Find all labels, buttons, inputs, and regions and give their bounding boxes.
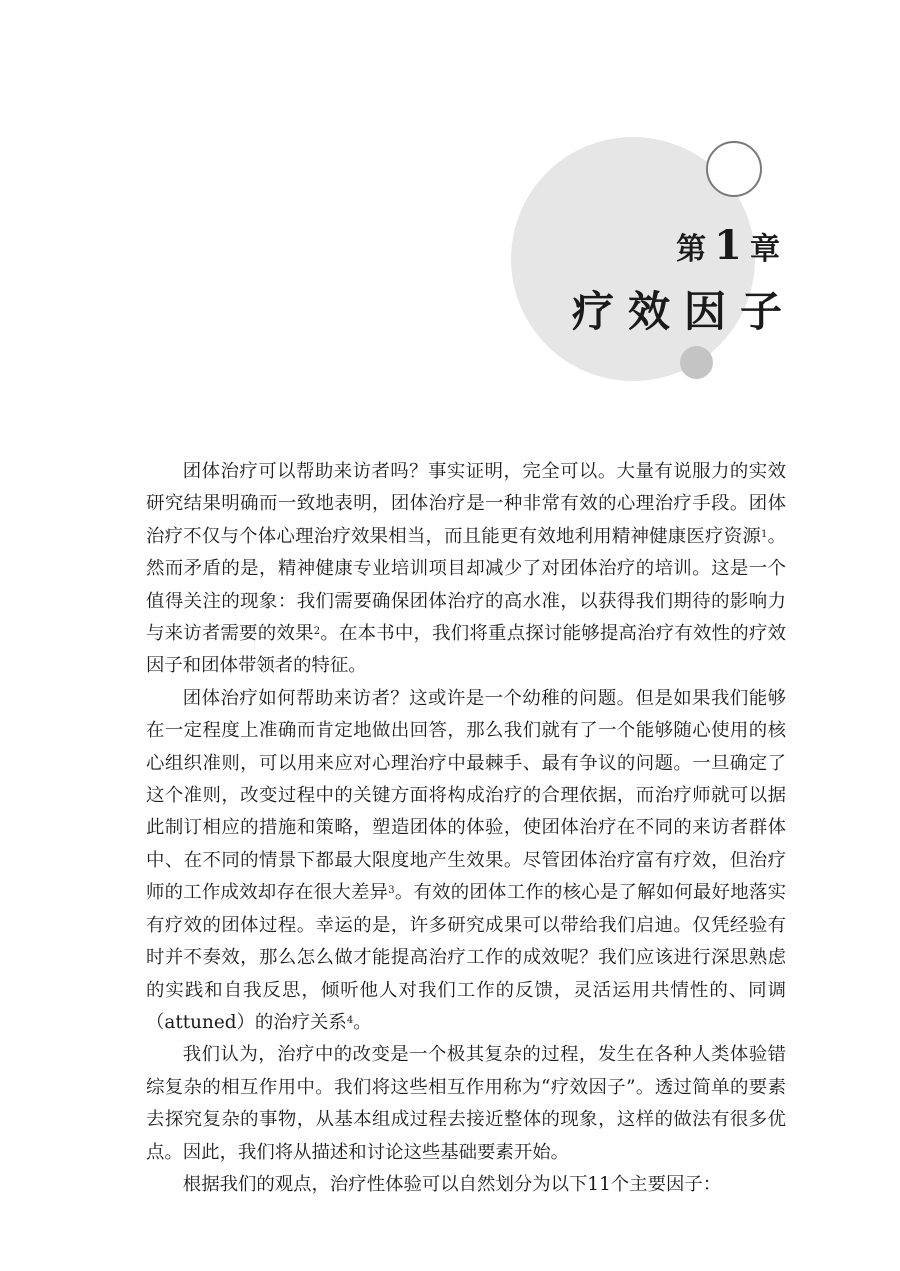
footnote-ref: 1 — [760, 528, 768, 540]
paragraph — [146, 1039, 786, 1169]
body-text — [146, 456, 786, 1201]
paragraph-text: 根据我们的观点，治疗性体验可以自然划分为以下11个主要因子： — [182, 1173, 722, 1195]
chapter-suffix: 章 — [750, 232, 782, 267]
chapter-number-label — [676, 222, 782, 269]
decorative-ring — [706, 141, 762, 197]
paragraph — [146, 1169, 786, 1201]
footnote-ref: 3 — [388, 885, 395, 897]
paragraph-text: 。然而矛盾的是，精神健康专业培训项目却减少了对团体治疗的培训。这是一个值得关注的现象：我们需要确保团体治疗的高水准，以获得我们期待的影响力与来访者需要的效果 — [146, 525, 786, 645]
chapter-prefix: 第 — [676, 232, 709, 267]
paragraph — [146, 456, 786, 683]
decorative-dot — [680, 346, 713, 379]
chapter-number: 1 — [714, 222, 744, 269]
paragraph-text: 团体治疗如何帮助来访者？这或许是一个幼稚的问题。但是如果我们能够在一定程度上准确而肯定地做出回答，那么我们就有了一个能够随心使用的核心组织准则，可以用来应对心理治疗中最棘手、最有争议的问题。一旦确定了这个准则，改变过程中的关键方面将构成治疗的合理依据，而治疗师就可以据此制订相应的措施和策略，塑造团体的体验，使团体治疗在不同的来访者群体中、在不同的情景下都最大限度地产生效果。尽管团体治疗富有疗效，但治疗师的工作成效却存在很大差异 — [146, 687, 786, 904]
paragraph-text: 。在本书中，我们将重点探讨能够提高治疗有效性的疗效因子和团体带领者的特征。 — [146, 623, 786, 677]
footnote-ref: 4 — [346, 1014, 354, 1026]
paragraph-text: 。有效的团体工作的核心是了解如何最好地落实有疗效的团体过程。幸运的是，许多研究成果可以带给我们启迪。仅凭经验有时并不奏效，那么怎么做才能提高治疗工作的成效呢？我们应该进行深思熟虑的实践和自我反思，倾听他人对我们工作的反馈，灵活运用共情性的、同调（attuned）的治疗关系 — [146, 882, 786, 1033]
chapter-title: 疗效因子 — [571, 287, 796, 336]
paragraph — [146, 683, 786, 1039]
paragraph-text: 我们认为，治疗中的改变是一个极其复杂的过程，发生在各种人类体验错综复杂的相互作用中。我们将这些相互作用称为“疗效因子”。透过简单的要素去探究复杂的事物，从基本组成过程去接近整体的现象，这样的做法有很多优点。因此，我们将从描述和讨论这些基础要素开始。 — [146, 1044, 786, 1163]
paragraph-text: 团体治疗可以帮助来访者吗？事实证明，完全可以。大量有说服力的实效研究结果明确而一致地表明，团体治疗是一种非常有效的心理治疗手段。团体治疗不仅与个体心理治疗效果相当，而且能更有效地利用精神健康医疗资源 — [146, 461, 786, 547]
paragraph-text: 。 — [353, 1011, 372, 1033]
footnote-ref: 2 — [313, 626, 321, 638]
